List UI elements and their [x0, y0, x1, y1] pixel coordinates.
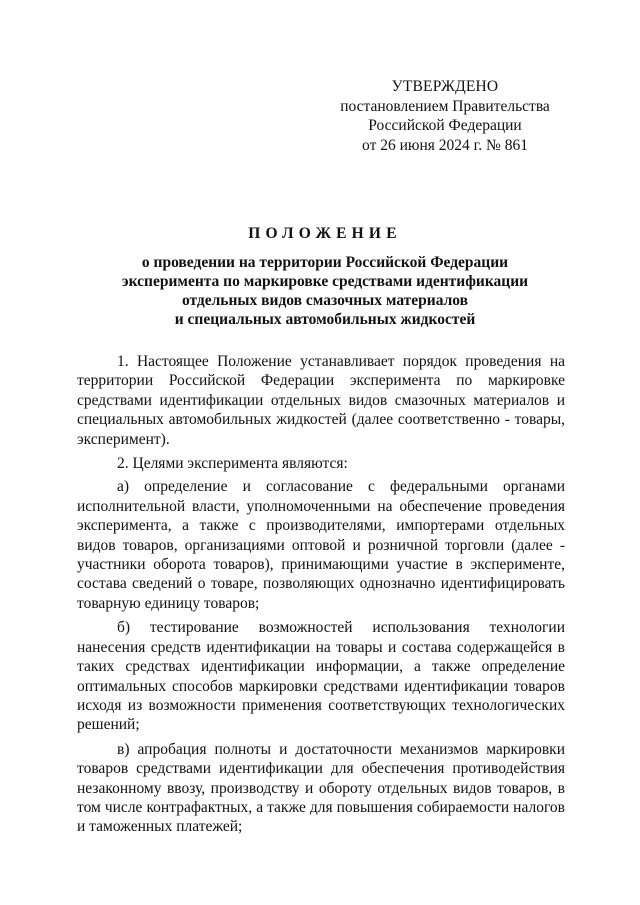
paragraph-2b: б) тестирование возможностей использования технологии нанесения средств идентификации на товары и состава содержащейся в таких средствах идентификации информации, а также определение оптимальных способов маркировки средствами идентификации товаров исходя из возможности применения соответствующих технологических решений;	[77, 619, 565, 734]
approval-heading: УТВЕРЖДЕНО	[391, 78, 499, 95]
paragraph-2c: в) апробация полноты и достаточности механизмов маркировки товаров средствами идентификации для обеспечения противодействия незаконному ввозу, производству и обороту отдельных видов товаров, в том числе контрафактных, а также для повышения собираемости налогов и таможенных платежей;	[77, 740, 565, 836]
document-subtitle-line-2: эксперимента по маркировке средствами идентификации	[121, 273, 529, 290]
document-title-block	[60, 225, 590, 329]
approval-stamp	[330, 77, 560, 155]
paragraph-2: 2. Целями эксперимента являются:	[117, 455, 348, 473]
document-body	[77, 352, 565, 842]
document-subtitle-line-3: отдельных видов смазочных материалов	[181, 292, 469, 309]
document-subtitle-line-4: и специальных автомобильных жидкостей	[174, 311, 476, 328]
approval-line-3: от 26 июня 2024 г. № 861	[362, 136, 528, 154]
document-subtitle-line-1: о проведении на территории Российской Федерации	[141, 254, 509, 271]
paragraph-2a: а) определение и согласование с федеральными органами исполнительной власти, уполномоченными на обеспечение проведения эксперимента, а также с производителями, импортерами отдельных видов товаров, организациями оптовой и розничной торговли (далее - участники оборота товаров), принимающими участие в эксперименте, состава сведений о товаре, позволяющих однозначно идентифицировать товарную единицу товаров;	[77, 478, 565, 612]
document-title: ПОЛОЖЕНИЕ	[248, 225, 402, 242]
approval-line-1: постановлением Правительства	[340, 97, 550, 115]
paragraph-1: 1. Настоящее Положение устанавливает порядок проведения на территории Российской Федерации эксперимента по маркировке средствами идентификации отдельных видов смазочных материалов и специальных автомобильных жидкостей (далее соответственно - товары, эксперимент).	[77, 353, 565, 448]
approval-line-2: Российской Федерации	[368, 117, 522, 134]
